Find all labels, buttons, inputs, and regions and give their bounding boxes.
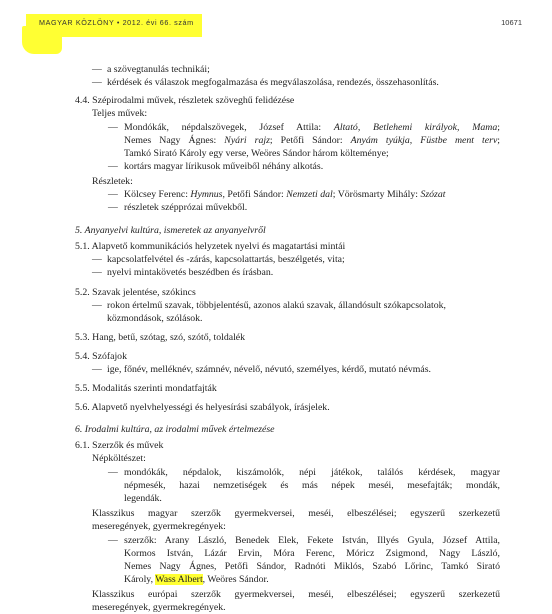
section-heading: 6.1. Szerzők és művek <box>75 440 164 451</box>
bullet-dash: — <box>108 161 118 172</box>
running-header <box>39 18 194 27</box>
list-item: rokon értelmű szavak, többjelentésű, azonos alakú szavak, állandósult szókapcsolatok, <box>107 300 446 311</box>
section-heading: 5.4. Szófajok <box>75 351 127 362</box>
paragraph-continuation: meseregények, gyermekregények. <box>92 602 226 613</box>
section-heading: 4.4. Szépirodalmi művek, részletek szöveghű felidézése <box>75 95 295 106</box>
list-item: Kölcsey Ferenc: Hymnus, Petőfi Sándor: Nemzeti dal; Vörösmarty Mihály: Szózat <box>124 189 446 200</box>
list-item: kapcsolatfelvétel és -zárás, kapcsolattartás, beszélgetés, vita; <box>107 254 345 265</box>
list-item: mondókák, népdalok, kiszámolók, népi játékok, találós kérdések, magyar <box>124 467 500 478</box>
bullet-dash: — <box>92 364 102 375</box>
bullet-dash: — <box>92 300 102 311</box>
list-item: ige, főnév, melléknév, számnév, névelő, névutó, személyes, kérdő, mutató névmás. <box>107 364 432 375</box>
list-item-continuation: népmesék, hazai nemzetiségek és más népek meséi, mesefajták; mondák, <box>124 480 500 491</box>
list-item: szerzők: Arany László, Benedek Elek, Fekete István, Illyés Gyula, József Attila, <box>124 535 500 546</box>
section-heading: 5.1. Alapvető kommunikációs helyzetek nyelvi és magatartási mintái <box>75 241 346 252</box>
list-item: kortárs magyar lírikusok műveiből néhány alkotás. <box>124 161 324 172</box>
subheading: Részletek: <box>92 176 133 187</box>
bullet-dash: — <box>108 535 118 546</box>
section-heading: 5.6. Alapvető nyelvhelyességi és helyesírási szabályok, írásjelek. <box>75 402 330 413</box>
bullet-dash: — <box>108 467 118 478</box>
bullet-dash: — <box>92 64 102 75</box>
paragraph: Klasszikus magyar szerzők gyermekversei, meséi, elbeszélései; egyszerű szerkezetű <box>92 508 500 519</box>
section-heading: 5.3. Hang, betű, szótag, szó, szótő, toldalék <box>75 332 246 343</box>
chapter-heading: 5. Anyanyelvi kultúra, ismeretek az anyanyelvről <box>75 225 266 236</box>
highlighted-name: Wass Albert <box>155 574 203 585</box>
issue-label: 2012. évi 66. szám <box>122 18 194 27</box>
list-item-continuation: legendák. <box>124 493 162 504</box>
list-item-continuation: Nemes Nagy Ágnes: Nyári rajz; Petőfi Sándor: Anyám tyúkja, Füstbe ment terv; <box>124 135 501 146</box>
bullet-dash: — <box>92 77 102 88</box>
list-item: nyelvi mintakövetés beszédben és írásban. <box>107 267 274 278</box>
list-item: részletek szépprózai művekből. <box>124 202 248 213</box>
list-item: a szövegtanulás technikái; <box>107 64 210 75</box>
list-item: kérdések és válaszok megfogalmazása és megválaszolása, rendezés, összehasonlítás. <box>107 77 439 88</box>
bullet-dash: — <box>92 267 102 278</box>
list-item-continuation: Károly, Wass Albert, Weöres Sándor. <box>124 574 269 585</box>
section-heading: 5.5. Modalitás szerinti mondatfajták <box>75 383 217 394</box>
list-item-continuation: Kormos István, Lázár Ervin, Móra Ferenc, Móricz Zsigmond, Nagy László, <box>124 548 500 559</box>
bullet-dash: — <box>108 122 118 133</box>
bullet-dash: — <box>108 202 118 213</box>
page-number: 10671 <box>501 18 522 27</box>
paragraph-continuation: meseregények, gyermekregények: <box>92 521 226 532</box>
subheading: Népköltészet: <box>92 453 146 464</box>
paragraph: Klasszikus európai szerzők gyermekversei, meséi, elbeszélései; egyszerű szerkezetű <box>92 589 500 600</box>
journal-title: MAGYAR KÖZLÖNY <box>39 18 115 27</box>
section-heading: 5.2. Szavak jelentése, szókincs <box>75 287 196 298</box>
list-item-continuation: Tamkó Sirató Károly egy verse, Weöres Sándor három költeménye; <box>124 148 389 159</box>
list-item-continuation: Nemes Nagy Ágnes, Petőfi Sándor, Radnóti Miklós, Szabó Lőrinc, Tamkó Sirató <box>124 561 500 572</box>
bullet-dash: — <box>92 254 102 265</box>
header-highlight-mark <box>22 26 62 54</box>
subheading: Teljes művek: <box>92 108 148 119</box>
chapter-heading: 6. Irodalmi kultúra, az irodalmi művek értelmezése <box>75 424 275 435</box>
bullet-dash: — <box>108 189 118 200</box>
list-item-continuation: közmondások, szólások. <box>107 313 203 324</box>
list-item: Mondókák, népdalszövegek, József Attila: Altató, Betlehemi királyok, Mama; <box>124 122 500 133</box>
header-separator: • <box>116 18 120 27</box>
